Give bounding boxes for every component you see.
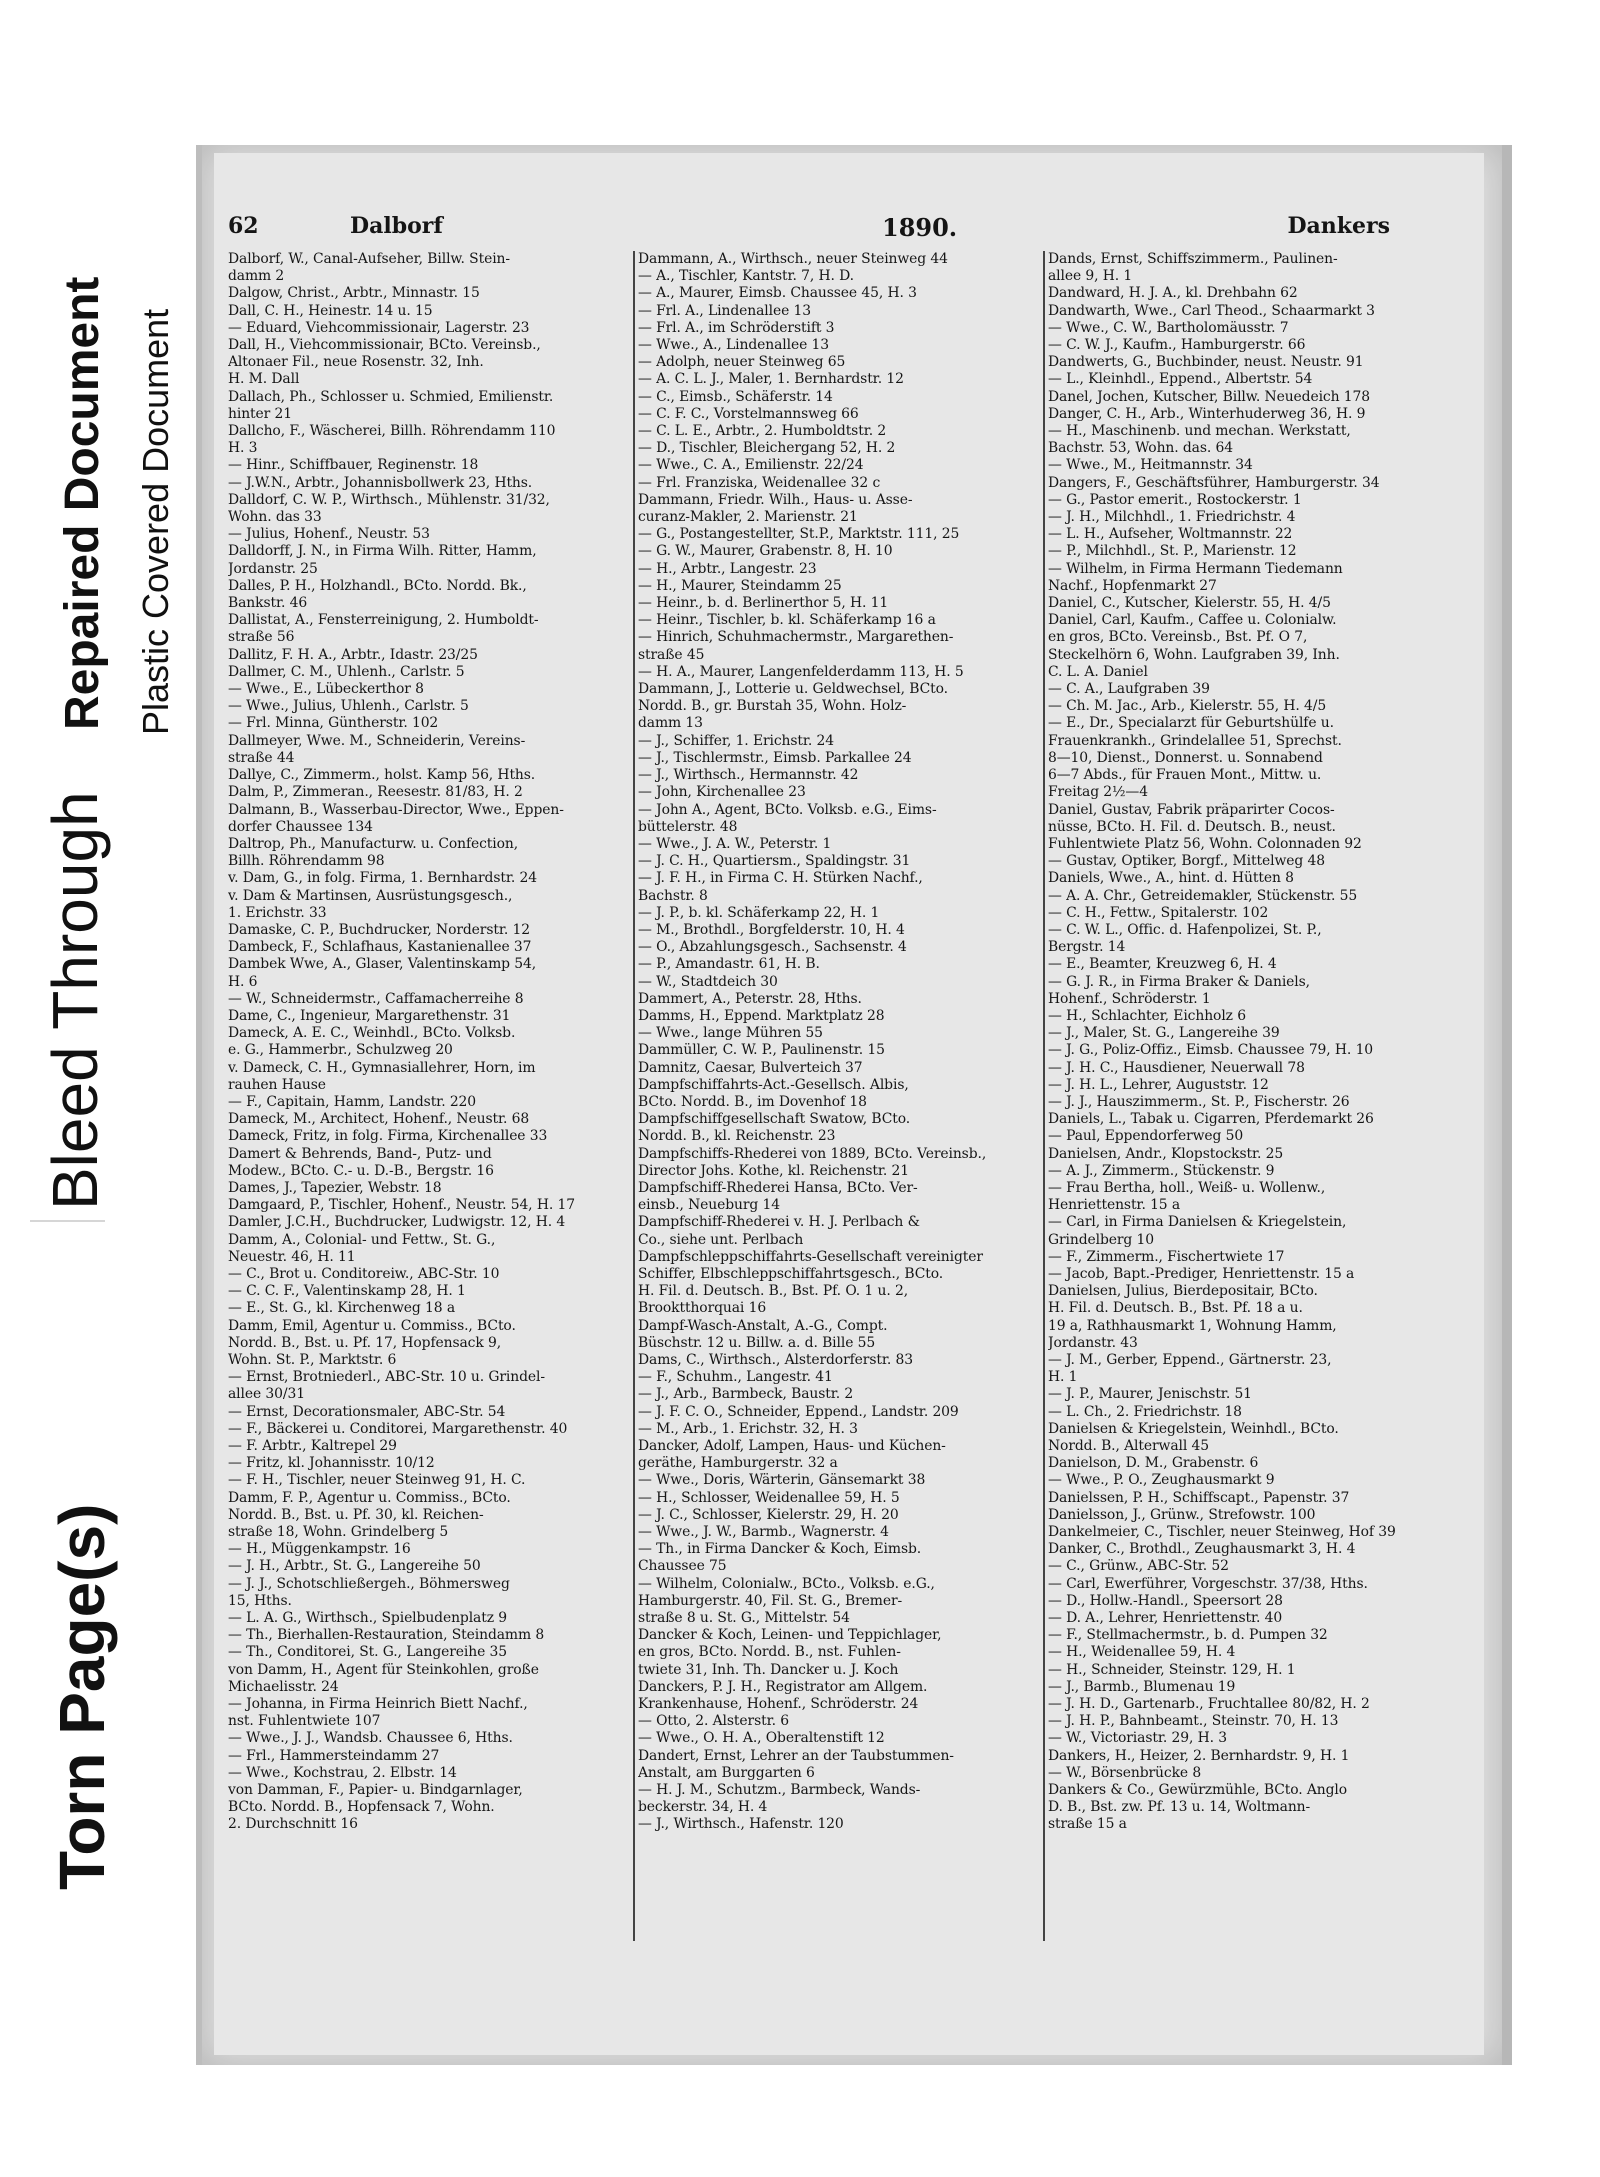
directory-entry-line: Wohn. St. P., Marktstr. 6 [228, 1352, 397, 1368]
directory-entry-line: Dalles, P. H., Holzhandl., BCto. Nordd. Bk., [228, 577, 527, 594]
directory-entry-line: Dammert, A., Peterstr. 28, Hths. [638, 990, 862, 1007]
directory-entry-line: straße 45 [638, 646, 705, 663]
directory-entry-line: — Eduard, Viehcommissionair, Lagerstr. 23 [228, 319, 530, 336]
directory-entry-line: 8—10, Dienst., Donnerst. u. Sonnabend [1048, 749, 1323, 766]
directory-entry-line: Bergstr. 14 [1048, 939, 1126, 956]
directory-entry-line: Damler, J.C.H., Buchdrucker, Ludwigstr. 12, H. 4 [228, 1214, 566, 1231]
directory-entry-line: — J. J., Hauszimmerm., St. P., Fischerstr. 26 [1048, 1093, 1350, 1110]
directory-entry-line: — J. H. D., Gartenarb., Fruchtallee 80/82, H. 2 [1048, 1696, 1370, 1713]
directory-entry-line: Damgaard, P., Tischler, Hohenf., Neustr. 54, H. 17 [228, 1197, 575, 1214]
directory-entry-line: Damnitz, Caesar, Bulverteich 37 [638, 1059, 863, 1076]
directory-entry-line: Daniel, Carl, Kaufm., Caffee u. Colonialw. [1048, 612, 1337, 629]
directory-entry-line: Bachstr. 53, Wohn. das. 64 [1048, 440, 1234, 457]
directory-entry-line: von Damm, H., Agent für Steinkohlen, große [228, 1661, 539, 1678]
directory-entry-line: — L. Ch., 2. Friedrichstr. 18 [1048, 1403, 1242, 1420]
directory-entry-line: — C. L. E., Arbtr., 2. Humboldtstr. 2 [638, 423, 887, 440]
directory-entry-line: Bachstr. 8 [638, 887, 708, 904]
directory-entry-line: — H. A., Maurer, Langenfelderdamm 113, H. 5 [638, 663, 964, 680]
page-body [214, 153, 1484, 2055]
directory-entry-line: — Wwe., A., Lindenallee 13 [638, 337, 829, 354]
directory-entry-line: — J., Barmb., Blumenau 19 [1048, 1678, 1236, 1695]
directory-entry-line: rauhen Hause [228, 1076, 326, 1093]
directory-entry-line: Dalmann, B., Wasserbau-Director, Wwe., Eppen- [228, 801, 564, 818]
directory-entry-line: Dampfschiffahrts-Act.-Gesellsch. Albis, [638, 1076, 909, 1093]
directory-entry-line: — J.W.N., Arbtr., Johannisbollwerk 23, Hths. [228, 474, 533, 491]
directory-entry-line: — Jacob, Bapt.-Prediger, Henriettenstr. 15 a [1048, 1265, 1355, 1282]
directory-entry-line: — A., Tischler, Kantstr. 7, H. D. [638, 268, 854, 285]
directory-entry-line: — John A., Agent, BCto. Volksb. e.G., Eims- [638, 801, 937, 818]
directory-entry-line: — Wwe., Doris, Wärterin, Gänsemarkt 38 [638, 1472, 926, 1489]
directory-entry-line: Danger, C. H., Arb., Winterhuderweg 36, H. 9 [1048, 405, 1366, 422]
directory-entry-line: Dall, H., Viehcommissionair, BCto. Vereinsb., [228, 337, 541, 354]
directory-entry-line: — J. C., Schlosser, Kielerstr. 29, H. 20 [638, 1506, 899, 1523]
directory-entry-line: einsb., Neueburg 14 [638, 1197, 780, 1214]
directory-entry-line: Modew., BCto. C.- u. D.-B., Bergstr. 16 [228, 1162, 494, 1179]
directory-entry-line: Danker, C., Brothdl., Zeughausmarkt 3, H. 4 [1048, 1541, 1356, 1558]
directory-entry-line: — Wwe., C. A., Emilienstr. 22/24 [638, 457, 864, 474]
directory-entry-line: H. 1 [1048, 1369, 1078, 1386]
directory-entry-line: Daniels, L., Tabak u. Cigarren, Pferdemarkt 26 [1048, 1111, 1374, 1128]
directory-entry-line: — J., Schiffer, 1. Erichstr. 24 [638, 732, 835, 749]
directory-entry-line: — H., Schlachter, Eichholz 6 [1048, 1007, 1246, 1024]
directory-entry-line: nst. Fuhlentwiete 107 [228, 1713, 381, 1730]
directory-entry-line: e. G., Hammerbr., Schulzweg 20 [228, 1042, 453, 1059]
directory-entry-line: H. Fil. d. Deutsch. B., Bst. Pf. O. 1 u. 2, [638, 1283, 909, 1300]
directory-entry-line: — L. H., Aufseher, Woltmannstr. 22 [1048, 526, 1293, 543]
directory-entry-line: Henriettenstr. 15 a [1048, 1197, 1181, 1214]
directory-entry-line: — Frl. Minna, Güntherstr. 102 [228, 715, 439, 732]
directory-entry-line: Hohenf., Schröderstr. 1 [1048, 990, 1211, 1007]
directory-entry-line: Dancker & Koch, Leinen- und Teppichlager, [638, 1627, 942, 1644]
directory-entry-line: straße 15 a [1048, 1816, 1127, 1833]
directory-entry-line: — Gustav, Optiker, Borgf., Mittelweg 48 [1048, 853, 1325, 870]
directory-entry-line: Dalborf, W., Canal-Aufseher, Billw. Stein- [228, 251, 510, 267]
directory-entry-line: — C. F. C., Vorstelmannsweg 66 [638, 405, 859, 422]
directory-entry-line: — Heinr., Tischler, b. kl. Schäferkamp 16 a [638, 612, 936, 629]
directory-entry-line: Dancker, Adolf, Lampen, Haus- und Küchen- [638, 1438, 946, 1455]
directory-entry-line: — W., Stadtdeich 30 [638, 973, 778, 990]
directory-entry-line: Dalldorf, C. W. P., Wirthsch., Mühlenstr. 31/32, [228, 491, 550, 508]
directory-entry-line: Dallcho, F., Wäscherei, Billh. Röhrendamm 110 [228, 423, 556, 440]
directory-entry-line: — Fritz, kl. Johannisstr. 10/12 [228, 1455, 435, 1472]
directory-entry-line: Dambeck, F., Schlafhaus, Kastanienallee 37 [228, 939, 532, 956]
directory-entry-line: Damms, H., Eppend. Marktplatz 28 [638, 1007, 885, 1024]
directory-entry-line: — Paul, Eppendorferweg 50 [1048, 1128, 1244, 1145]
directory-entry-line: — L. A. G., Wirthsch., Spielbudenplatz 9 [228, 1610, 507, 1627]
directory-entry-line: — Frl. Franziska, Weidenallee 32 c [638, 474, 881, 491]
directory-entry-line: Chaussee 75 [638, 1558, 727, 1575]
directory-entry-line: büttelerstr. 48 [638, 818, 738, 835]
directory-entry-line: Danielsen & Kriegelstein, Weinhdl., BCto. [1048, 1420, 1339, 1437]
directory-entry-line: Danel, Jochen, Kutscher, Billw. Neuedeich 178 [1048, 388, 1370, 405]
directory-entry-line: — M., Arb., 1. Erichstr. 32, H. 3 [638, 1420, 858, 1437]
directory-entry-line: Dammann, A., Wirthsch., neuer Steinweg 44 [638, 251, 948, 267]
directory-entry-line: Danckers, P. J. H., Registrator am Allgem. [638, 1678, 928, 1695]
directory-entry-line: Dands, Ernst, Schiffszimmerm., Paulinen- [1048, 251, 1338, 267]
right-catchword: Dankers [1287, 213, 1390, 239]
directory-entry-line: — P., Milchhdl., St. P., Marienstr. 12 [1048, 543, 1297, 560]
directory-entry-line: — Wilhelm, in Firma Hermann Tiedemann [1048, 560, 1343, 577]
directory-entry-line: — C. A., Laufgraben 39 [1048, 681, 1210, 698]
directory-entry-line: — W., Schneidermstr., Caffamacherreihe 8 [228, 990, 524, 1007]
directory-entry-line: — J. H. L., Lehrer, Auguststr. 12 [1048, 1076, 1269, 1093]
directory-entry-line: — H., Weidenallee 59, H. 4 [1048, 1644, 1236, 1661]
year-heading: 1890. [882, 213, 958, 242]
directory-entry-line: — M., Brothdl., Borgfelderstr. 10, H. 4 [638, 921, 905, 938]
running-head [228, 213, 1470, 247]
directory-entry-line: Danielssen, P. H., Schiffscapt., Papenstr. 37 [1048, 1489, 1350, 1506]
directory-entry-line: straße 44 [228, 749, 295, 766]
directory-entry-line: — J. H. C., Hausdiener, Neuerwall 78 [1048, 1059, 1305, 1076]
torn-pages-label: Torn Page(s) [46, 1503, 118, 1890]
directory-entry-line: — Julius, Hohenf., Neustr. 53 [228, 526, 430, 543]
directory-entry-line: — Heinr., b. d. Berlinerthor 5, H. 11 [638, 595, 889, 612]
directory-entry-line: Dalm, P., Zimmeran., Reesestr. 81/83, H. 2 [228, 784, 523, 801]
directory-entry-line: Dangers, F., Geschäftsführer, Hamburgerstr. 34 [1048, 474, 1380, 491]
directory-entry-line: Frauenkrankh., Grindelallee 51, Sprechst. [1048, 732, 1342, 749]
directory-entry-line: Bankstr. 46 [228, 595, 308, 612]
directory-entry-line: — C. W. L., Offic. d. Hafenpolizei, St. P., [1048, 921, 1322, 938]
directory-entry-line: — Th., Conditorei, St. G., Langereihe 35 [228, 1644, 508, 1661]
bleed-through-label: Bleed Through [39, 791, 111, 1210]
directory-entry-line: — W., Börsenbrücke 8 [1048, 1764, 1202, 1781]
directory-entry-line: straße 56 [228, 629, 295, 646]
directory-entry-line: — Wwe., Julius, Uhlenh., Carlstr. 5 [228, 698, 469, 715]
directory-entry-line: — E., St. G., kl. Kirchenweg 18 a [228, 1300, 456, 1317]
directory-entry-line: Dallmeyer, Wwe. M., Schneiderin, Vereins- [228, 732, 526, 749]
directory-entry-line: — A. A. Chr., Getreidemakler, Stückenstr. 55 [1048, 887, 1358, 904]
directory-entry-line: allee 30/31 [228, 1386, 305, 1403]
directory-entry-line: Dalgow, Christ., Arbtr., Minnastr. 15 [228, 285, 480, 302]
directory-entry-line: — Wwe., C. W., Bartholomäusstr. 7 [1048, 319, 1289, 336]
directory-entry-line: — J., Tischlermstr., Eimsb. Parkallee 24 [638, 749, 912, 766]
directory-entry-line: — D., Tischler, Bleichergang 52, H. 2 [638, 440, 896, 457]
directory-entry-line: — Wwe., J. W., Barmb., Wagnerstr. 4 [638, 1524, 889, 1541]
directory-entry-line: Nordd. B., gr. Burstah 35, Wohn. Holz- [638, 698, 907, 715]
directory-entry-line: — Th., Bierhallen-Restauration, Steindamm 8 [228, 1627, 545, 1644]
directory-entry-line: — Adolph, neuer Steinweg 65 [638, 354, 846, 371]
directory-entry-line: 19 a, Rathhausmarkt 1, Wohnung Hamm, [1048, 1317, 1337, 1334]
directory-entry-line: dorfer Chaussee 134 [228, 818, 373, 835]
directory-entry-line: — C. C. F., Valentinskamp 28, H. 1 [228, 1283, 466, 1300]
directory-entry-line: — E., Dr., Specialarzt für Geburtshülfe u. [1048, 715, 1334, 732]
directory-entry-line: Daniel, Gustav, Fabrik präparirter Cocos- [1048, 801, 1335, 818]
directory-entry-line: Damaske, C. P., Buchdrucker, Norderstr. 12 [228, 921, 530, 938]
directory-entry-line: — C., Eimsb., Schäferstr. 14 [638, 388, 833, 405]
directory-entry-line: Danielsen, Julius, Bierdepositair, BCto. [1048, 1283, 1318, 1300]
directory-entry-line: — C. W. J., Kaufm., Hamburgerstr. 66 [1048, 337, 1306, 354]
directory-entry-line: Dandert, Ernst, Lehrer an der Taubstummen- [638, 1747, 954, 1764]
directory-entry-line: Dandwarth, Wwe., Carl Theod., Schaarmarkt 3 [1048, 302, 1375, 319]
directory-entry-line: — J., Arb., Barmbeck, Baustr. 2 [638, 1386, 854, 1403]
directory-entry-line: — Wwe., E., Lübeckerthor 8 [228, 681, 424, 698]
directory-entry-line: 6—7 Abds., für Frauen Mont., Mittw. u. [1048, 767, 1322, 784]
directory-entry-line: — John, Kirchenallee 23 [638, 784, 806, 801]
directory-entry-line: — C. H., Fettw., Spitalerstr. 102 [1048, 904, 1269, 921]
directory-entry-line: Schiffer, Elbschleppschiffahrtsgesch., BCto. [638, 1265, 944, 1282]
directory-entry-line: — Frl. A., im Schröderstift 3 [638, 319, 835, 336]
directory-entry-line: — J. H., Arbtr., St. G., Langereihe 50 [228, 1558, 481, 1575]
directory-entry-line: — F. Arbtr., Kaltrepel 29 [228, 1438, 397, 1455]
directory-entry-line: — J. P., b. kl. Schäferkamp 22, H. 1 [638, 904, 880, 921]
directory-entry-line: — F. H., Tischler, neuer Steinweg 91, H. C. [228, 1472, 526, 1489]
directory-entry-line: twiete 31, Inh. Th. Dancker u. J. Koch [638, 1661, 899, 1678]
directory-entry-line: v. Dameck, C. H., Gymnasiallehrer, Horn, im [228, 1059, 536, 1076]
directory-entry-line: — J. H. P., Bahnbeamt., Steinstr. 70, H. 13 [1048, 1713, 1339, 1730]
directory-entry-line: — Wwe., lange Mühren 55 [638, 1025, 823, 1042]
directory-entry-line: C. L. A. Daniel [1048, 663, 1148, 680]
directory-entry-line: — G., Pastor emerit., Rostockerstr. 1 [1048, 491, 1302, 508]
directory-entry-line: Danielson, D. M., Grabenstr. 6 [1048, 1455, 1259, 1472]
directory-entry-line: H. 3 [228, 440, 258, 457]
directory-entry-line: Fuhlentwiete Platz 56, Wohn. Colonnaden 92 [1048, 835, 1362, 852]
directory-entry-line: — F., Stellmachermstr., b. d. Pumpen 32 [1048, 1627, 1328, 1644]
directory-entry-line: en gros, BCto. Nordd. B., nst. Fuhlen- [638, 1644, 901, 1661]
directory-entry-line: — Th., in Firma Dancker & Koch, Eimsb. [638, 1541, 922, 1558]
directory-entry-line: — W., Victoriastr. 29, H. 3 [1048, 1730, 1227, 1747]
directory-entry-line: — Ernst, Decorationsmaler, ABC-Str. 54 [228, 1403, 506, 1420]
directory-entry-line: Dallye, C., Zimmerm., holst. Kamp 56, Hths. [228, 767, 536, 784]
directory-entry-line: — Johanna, in Firma Heinrich Biett Nachf., [228, 1696, 528, 1713]
directory-entry-line: Dampfschiffgesellschaft Swatow, BCto. [638, 1111, 911, 1128]
directory-entry-line: Michaelisstr. 24 [228, 1678, 339, 1695]
directory-entry-line: Dame, C., Ingenieur, Margarethenstr. 31 [228, 1007, 511, 1024]
directory-entry-line: — Frl. A., Lindenallee 13 [638, 302, 812, 319]
directory-entry-line: Co., siehe unt. Perlbach [638, 1231, 804, 1248]
directory-entry-line: damm 13 [638, 715, 703, 732]
directory-entry-line: straße 8 u. St. G., Mittelstr. 54 [638, 1610, 850, 1627]
directory-entry-line: — H., Müggenkampstr. 16 [228, 1541, 411, 1558]
directory-entry-line: — Frau Bertha, holl., Weiß- u. Wollenw., [1048, 1179, 1326, 1196]
page-number: 62 [228, 213, 259, 239]
directory-entry-line: — Wwe., J. A. W., Peterstr. 1 [638, 835, 832, 852]
directory-entry-line: Nordd. B., Bst. u. Pf. 17, Hopfensack 9, [228, 1334, 502, 1351]
directory-entry-line: Altonaer Fil., neue Rosenstr. 32, Inh. [228, 354, 484, 371]
directory-entry-line: Dampfschleppschiffahrts-Gesellschaft vereinigter [638, 1248, 983, 1265]
directory-entry-line: — J. F. H., in Firma C. H. Stürken Nachf., [638, 870, 923, 887]
directory-entry-line: — J., Wirthsch., Hermannstr. 42 [638, 767, 859, 784]
directory-entry-line: — J. M., Gerber, Eppend., Gärtnerstr. 23, [1048, 1352, 1332, 1368]
directory-entry-line: H. M. Dall [228, 371, 300, 388]
directory-entry-line: Nordd. B., kl. Reichenstr. 23 [638, 1128, 836, 1145]
directory-entry-line: — G. W., Maurer, Grabenstr. 8, H. 10 [638, 543, 893, 560]
directory-entry-line: Dams, C., Wirthsch., Alsterdorferstr. 83 [638, 1352, 913, 1368]
directory-entry-line: Dallach, Ph., Schlosser u. Schmied, Emilienstr. [228, 388, 554, 405]
directory-entry-line: Billh. Röhrendamm 98 [228, 853, 385, 870]
directory-entry-line: Damm, A., Colonial- und Fettw., St. G., [228, 1231, 496, 1248]
directory-entry-line: — Wilhelm, Colonialw., BCto., Volksb. e.G., [638, 1575, 935, 1592]
directory-entry-line: Dallmer, C. M., Uhlenh., Carlstr. 5 [228, 663, 465, 680]
directory-entry-line: H. Fil. d. Deutsch. B., Bst. Pf. 18 a u. [1048, 1300, 1303, 1317]
directory-entry-line: nüsse, BCto. H. Fil. d. Deutsch. B., neust. [1048, 818, 1336, 835]
directory-entry-line: — H., Maurer, Steindamm 25 [638, 577, 842, 594]
directory-entry-line: Wohn. das 33 [228, 509, 322, 526]
directory-entry-line: Dalldorff, J. N., in Firma Wilh. Ritter, Hamm, [228, 543, 537, 560]
directory-entry-line: Dameck, M., Architect, Hohenf., Neustr. 68 [228, 1111, 530, 1128]
directory-entry-line: — H., Arbtr., Langestr. 23 [638, 560, 817, 577]
directory-entry-line: Director Johs. Kothe, kl. Reichenstr. 21 [638, 1162, 910, 1179]
directory-entry-line: — L., Kleinhdl., Eppend., Albertstr. 54 [1048, 371, 1313, 388]
directory-entry-line: Nordd. B., Alterwall 45 [1048, 1438, 1209, 1455]
directory-entry-line: Nachf., Hopfenmarkt 27 [1048, 577, 1217, 594]
directory-entry-line: Krankenhause, Hohenf., Schröderstr. 24 [638, 1696, 919, 1713]
directory-entry-line: — O., Abzahlungsgesch., Sachsenstr. 4 [638, 939, 907, 956]
directory-entry-line: Daniels, Wwe., A., hint. d. Hütten 8 [1048, 870, 1294, 887]
directory-entry-line: — G. J. R., in Firma Braker & Daniels, [1048, 973, 1310, 990]
directory-entry-line: — Ernst, Brotniederl., ABC-Str. 10 u. Grindel- [228, 1369, 545, 1386]
directory-entry-line: hinter 21 [228, 405, 292, 422]
directory-entry-line: Grindelberg 10 [1048, 1231, 1155, 1248]
plastic-covered-label: Plastic Covered Document [135, 308, 176, 735]
scanned-page [196, 145, 1512, 2065]
directory-entry-line: Nordd. B., Bst. u. Pf. 30, kl. Reichen- [228, 1506, 484, 1523]
directory-entry-line: beckerstr. 34, H. 4 [638, 1799, 768, 1816]
directory-entry-line: v. Dam, G., in folg. Firma, 1. Bernhardstr. 24 [228, 870, 537, 887]
directory-entry-line: Dankelmeier, C., Tischler, neuer Steinweg, Hof 39 [1048, 1524, 1396, 1541]
directory-entry-line: — F., Capitain, Hamm, Landstr. 220 [228, 1093, 477, 1110]
directory-entry-line: Brooktthorquai 16 [638, 1300, 767, 1317]
directory-entry-line: Dallitz, F. H. A., Arbtr., Idastr. 23/25 [228, 646, 478, 663]
directory-entry-line: — Wwe., O. H. A., Oberaltenstift 12 [638, 1730, 885, 1747]
directory-entry-line: Dammann, J., Lotterie u. Geldwechsel, BCto. [638, 681, 948, 698]
directory-entry-line: — A. C. L. J., Maler, 1. Bernhardstr. 12 [638, 371, 904, 388]
directory-entry-line: Dampfschiff-Rhederei Hansa, BCto. Ver- [638, 1179, 918, 1196]
directory-entry-line: — J. J., Schotschließergeh., Böhmersweg [228, 1575, 510, 1592]
directory-columns [228, 251, 1470, 1951]
directory-entry-line: 1. Erichstr. 33 [228, 904, 327, 921]
directory-entry-line: Büschstr. 12 u. Billw. a. d. Bille 55 [638, 1334, 876, 1351]
directory-entry-line: Dampf-Wasch-Anstalt, A.-G., Compt. [638, 1317, 888, 1334]
directory-entry-line: — A., Maurer, Eimsb. Chaussee 45, H. 3 [638, 285, 917, 302]
directory-entry-line: — Wwe., P. O., Zeughausmarkt 9 [1048, 1472, 1275, 1489]
directory-entry-line: — Wwe., J. J., Wandsb. Chaussee 6, Hths. [228, 1730, 513, 1747]
directory-entry-line: Daniel, C., Kutscher, Kielerstr. 55, H. 4/5 [1048, 595, 1331, 612]
directory-entry-line: Dameck, A. E. C., Weinhdl., BCto. Volksb. [228, 1025, 516, 1042]
directory-entry-line: Jordanstr. 43 [1048, 1334, 1138, 1351]
directory-entry-line: H. 6 [228, 973, 258, 990]
directory-entry-line: Jordanstr. 25 [228, 560, 318, 577]
directory-entry-line: — J. G., Poliz-Offiz., Eimsb. Chaussee 79, H. 10 [1048, 1042, 1374, 1059]
directory-entry-line: 15, Hths. [228, 1592, 292, 1609]
directory-entry-line: Dall, C. H., Heinestr. 14 u. 15 [228, 302, 433, 319]
directory-entry-line: Damert & Behrends, Band-, Putz- und [228, 1145, 492, 1162]
directory-entry-line: Freitag 2½—4 [1048, 784, 1148, 801]
directory-entry-line: — A. J., Zimmerm., Stückenstr. 9 [1048, 1162, 1275, 1179]
directory-entry-line: — Hinr., Schiffbauer, Reginenstr. 18 [228, 457, 479, 474]
directory-entry-line: — F., Schuhm., Langestr. 41 [638, 1369, 833, 1386]
directory-entry-line: Hamburgerstr. 40, Fil. St. G., Bremer- [638, 1592, 903, 1609]
directory-entry-line: D. B., Bst. zw. Pf. 13 u. 14, Woltmann- [1048, 1799, 1311, 1816]
directory-entry-line: v. Dam & Martinsen, Ausrüstungsgesch., [228, 887, 513, 904]
directory-entry-line: Neuestr. 46, H. 11 [228, 1248, 356, 1265]
directory-entry-line: — Carl, Ewerführer, Vorgeschstr. 37/38, Hths. [1048, 1575, 1368, 1592]
directory-entry-line: Dankers & Co., Gewürzmühle, BCto. Anglo [1048, 1782, 1348, 1799]
directory-entry-line: — G., Postangestellter, St.P., Marktstr. 111, 25 [638, 526, 960, 543]
repaired-document-label: Repaired Document [56, 276, 109, 730]
directory-entry-line: — H., Schneider, Steinstr. 129, H. 1 [1048, 1661, 1296, 1678]
directory-entry-line: — H. J. M., Schutzm., Barmbeck, Wands- [638, 1782, 921, 1799]
directory-entry-line: geräthe, Hamburgerstr. 32 a [638, 1455, 838, 1472]
directory-entry-line: Dankers, H., Heizer, 2. Bernhardstr. 9, H. 1 [1048, 1747, 1350, 1764]
directory-entry-line: damm 2 [228, 268, 285, 285]
directory-entry-line: Dampfschiffs-Rhederei von 1889, BCto. Vereinsb., [638, 1145, 987, 1162]
directory-entry-line: — J. H., Milchhdl., 1. Friedrichstr. 4 [1048, 509, 1296, 526]
directory-entry-line: — Carl, in Firma Danielsen & Kriegelstein, [1048, 1214, 1347, 1231]
directory-entry-line: BCto. Nordd. B., Hopfensack 7, Wohn. [228, 1799, 495, 1816]
directory-entry-line: — Hinrich, Schuhmachermstr., Margarethen- [638, 629, 954, 646]
left-catchword: Dalborf [350, 213, 443, 239]
directory-entry-line: curanz-Makler, 2. Marienstr. 21 [638, 509, 858, 526]
directory-entry-line: — F., Bäckerei u. Conditorei, Margarethenstr. 40 [228, 1420, 568, 1437]
directory-entry-line: — H., Maschinenb. und mechan. Werkstatt, [1048, 423, 1351, 440]
directory-entry-line: — J., Wirthsch., Hafenstr. 120 [638, 1816, 844, 1833]
directory-entry-line: — D., Hollw.-Handl., Speersort 28 [1048, 1592, 1283, 1609]
column-middle [638, 251, 1033, 1951]
directory-entry-line: — Wwe., Kochstrau, 2. Elbstr. 14 [228, 1764, 457, 1781]
directory-entry-line: — Ch. M. Jac., Arb., Kielerstr. 55, H. 4/5 [1048, 698, 1327, 715]
directory-entry-line: — E., Beamter, Kreuzweg 6, H. 4 [1048, 956, 1277, 973]
directory-entry-line: 2. Durchschnitt 16 [228, 1816, 358, 1833]
directory-entry-line: Dames, J., Tapezier, Webstr. 18 [228, 1179, 442, 1196]
directory-entry-line: — Frl., Hammersteindamm 27 [228, 1747, 440, 1764]
directory-entry-line: Dallistat, A., Fensterreinigung, 2. Humboldt- [228, 612, 539, 629]
directory-entry-line: — C., Brot u. Conditoreiw., ABC-Str. 10 [228, 1265, 500, 1282]
directory-entry-line: Dandwerts, G., Buchbinder, neust. Neustr. 91 [1048, 354, 1364, 371]
directory-entry-line: von Damman, F., Papier- u. Bindgarnlager, [228, 1782, 523, 1799]
directory-entry-line: — H., Schlosser, Weidenallee 59, H. 5 [638, 1489, 900, 1506]
directory-entry-line: — Otto, 2. Alsterstr. 6 [638, 1713, 789, 1730]
directory-entry-line: Damm, Emil, Agentur u. Commiss., BCto. [228, 1317, 516, 1334]
directory-entry-line: — J. P., Maurer, Jenischstr. 51 [1048, 1386, 1252, 1403]
column-left [228, 251, 623, 1951]
directory-entry-line: — C., Grünw., ABC-Str. 52 [1048, 1558, 1229, 1575]
directory-entry-line: BCto. Nordd. B., im Dovenhof 18 [638, 1093, 867, 1110]
directory-entry-line: Steckelhörn 6, Wohn. Laufgraben 39, Inh. [1048, 646, 1340, 663]
directory-entry-line: — P., Amandastr. 61, H. B. [638, 956, 820, 973]
directory-entry-line: — Wwe., M., Heitmannstr. 34 [1048, 457, 1253, 474]
directory-entry-line: — J. F. C. O., Schneider, Eppend., Landstr. 209 [638, 1403, 959, 1420]
directory-entry-line: Dampfschiff-Rhederei v. H. J. Perlbach & [638, 1214, 920, 1231]
directory-entry-line: — J. C. H., Quartiersm., Spaldingstr. 31 [638, 853, 911, 870]
directory-entry-line: straße 18, Wohn. Grindelberg 5 [228, 1524, 449, 1541]
column-right [1048, 251, 1443, 1951]
directory-entry-line: Dammann, Friedr. Wilh., Haus- u. Asse- [638, 491, 913, 508]
directory-entry-line: — F., Zimmerm., Fischertwiete 17 [1048, 1248, 1285, 1265]
directory-entry-line: Danielsen, Andr., Klopstockstr. 25 [1048, 1145, 1284, 1162]
directory-entry-line: Dammüller, C. W. P., Paulinenstr. 15 [638, 1042, 885, 1059]
directory-entry-line: Dandward, H. J. A., kl. Drehbahn 62 [1048, 285, 1298, 302]
directory-entry-line: — J., Maler, St. G., Langereihe 39 [1048, 1025, 1280, 1042]
directory-entry-line: Anstalt, am Burggarten 6 [638, 1764, 815, 1781]
directory-entry-line: en gros, BCto. Vereinsb., Bst. Pf. O 7, [1048, 629, 1308, 646]
directory-entry-line: allee 9, H. 1 [1048, 268, 1133, 285]
directory-entry-line: Damm, F. P., Agentur u. Commiss., BCto. [228, 1489, 511, 1506]
directory-entry-line: Dambek Wwe, A., Glaser, Valentinskamp 54, [228, 956, 537, 973]
side-labels [0, 0, 190, 2177]
directory-entry-line: Dameck, Fritz, in folg. Firma, Kirchenallee 33 [228, 1128, 548, 1145]
directory-entry-line: Daltrop, Ph., Manufacturw. u. Confection, [228, 835, 519, 852]
directory-entry-line: Danielsson, J., Grünw., Strefowstr. 100 [1048, 1506, 1316, 1523]
directory-entry-line: — D. A., Lehrer, Henriettenstr. 40 [1048, 1610, 1283, 1627]
label-divider [30, 1220, 105, 1222]
